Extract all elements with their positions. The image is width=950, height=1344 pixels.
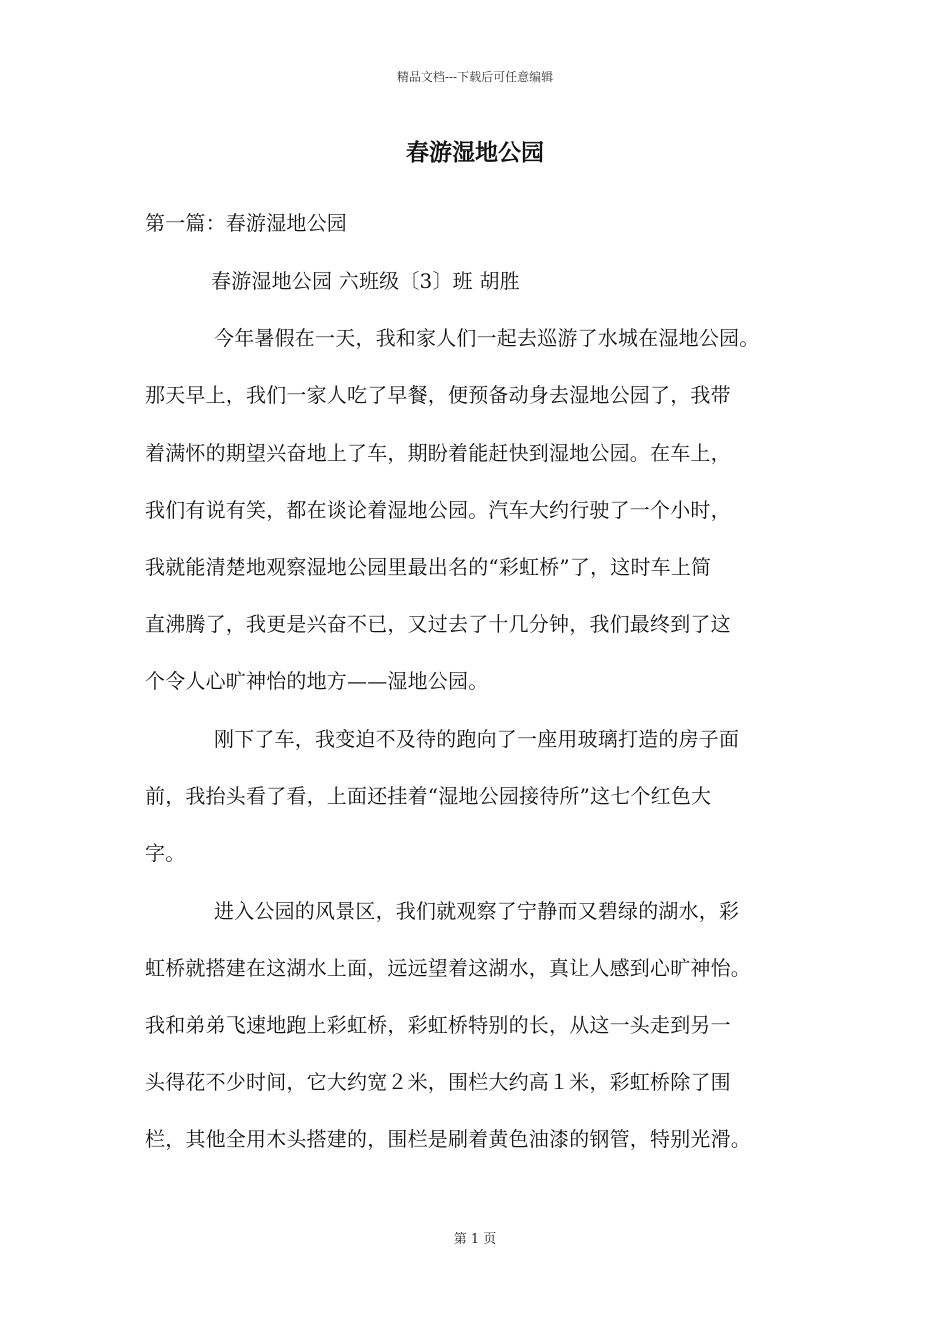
page-header: 精品文档---下载后可任意编辑 (396, 70, 554, 84)
paragraph-line: 个令人心旷神怡的地方——湿地公园。 (145, 669, 489, 693)
paragraph-line: 那天早上，我们一家人吃了早餐，便预备动身去湿地公园了，我带 (145, 383, 731, 407)
paragraph-line: 栏，其他全用木头搭建的，围栏是刷着黄色油漆的钢管，特别光滑。 (145, 1127, 751, 1151)
paragraph-line: 刚下了车，我变迫不及待的跑向了一座用玻璃打造的房子面 (214, 727, 740, 751)
byline: 春游湿地公园 六班级〔3〕班 胡胜 (211, 269, 520, 293)
paragraph-line: 我们有说有笑，都在谈论着湿地公园。汽车大约行驶了一个小时， (145, 498, 731, 522)
paragraph-line: 今年暑假在一天，我和家人们一起去巡游了水城在湿地公园。 (214, 326, 760, 350)
page-number: 第 1 页 (453, 1232, 497, 1247)
paragraph-line: 我就能清楚地观察湿地公园里最出名的“彩虹桥”了，这时车上简 (145, 555, 712, 579)
paragraph-line: 我和弟弟飞速地跑上彩虹桥，彩虹桥特别的长，从这一头走到另一 (145, 1013, 731, 1037)
paragraph-line: 头得花不少时间，它大约宽２米，围栏大约高１米，彩虹桥除了围 (145, 1070, 731, 1094)
paragraph-line: 着满怀的期望兴奋地上了车，期盼着能赶快到湿地公园。在车上， (145, 441, 731, 465)
paragraph-line: 直沸腾了，我更是兴奋不已，又过去了十几分钟，我们最终到了这 (145, 612, 731, 636)
paragraph-line: 前，我抬头看了看，上面还挂着“湿地公园接待所”这七个红色大 (145, 784, 712, 808)
paragraph-line: 字。 (145, 841, 186, 865)
document-title: 春游湿地公园 (406, 139, 544, 166)
section-heading: 第一篇：春游湿地公园 (145, 211, 347, 235)
paragraph-line: 虹桥就搭建在这湖水上面，远远望着这湖水，真让人感到心旷神怡。 (145, 956, 751, 980)
paragraph-line: 进入公园的风景区，我们就观察了宁静而又碧绿的湖水，彩 (214, 899, 740, 923)
